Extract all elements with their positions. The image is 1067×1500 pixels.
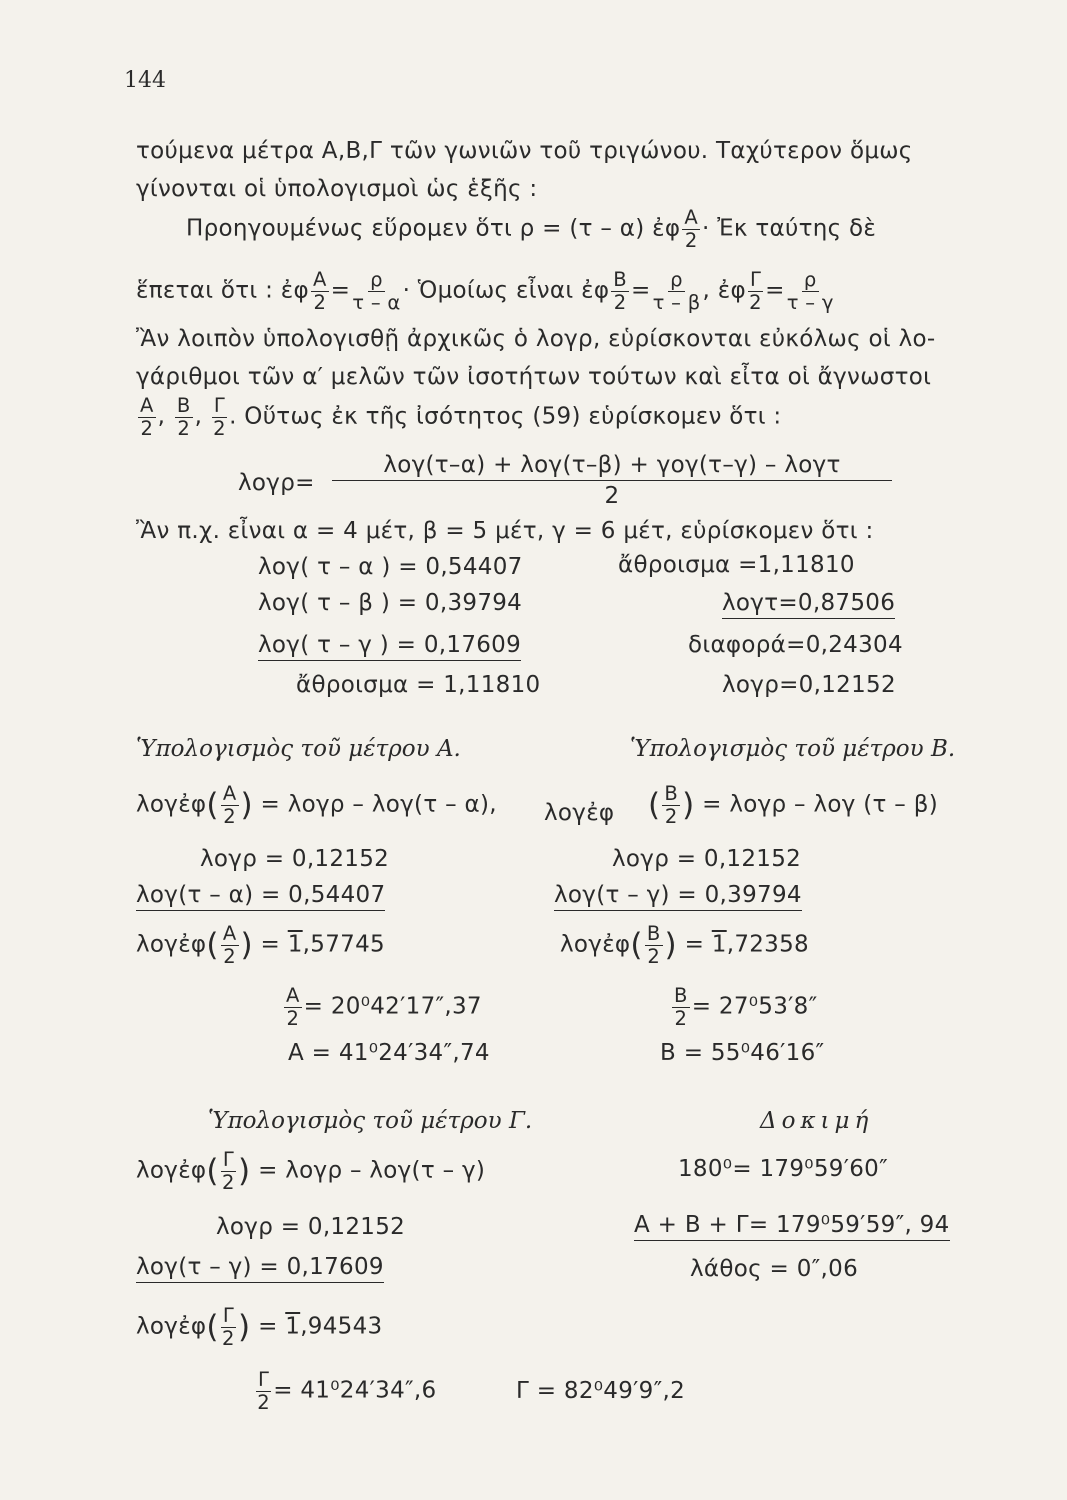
table1-left-3: λογ( τ – γ ) = 0,17609	[258, 632, 521, 661]
check-row-2: Α + Β + Γ= 179⁰59′59″, 94	[634, 1212, 950, 1241]
check-row-1: 180⁰= 179⁰59′60″	[678, 1156, 888, 1182]
heading-A: Ὑπολογισμὸς τοῦ μέτρου Α.	[136, 736, 461, 762]
table1-left-1: λογ( τ – α ) = 0,54407	[258, 554, 523, 580]
check-row-3: λάθος = 0″,06	[690, 1256, 859, 1282]
formula-G: λογἐφ( $\frac{\Gamma}{2}$ ) = λογρ – λογ(τ – γ)	[136, 1148, 486, 1194]
G-row-2: λογ(τ – γ) = 0,17609	[136, 1254, 384, 1283]
table1-right-4: λογρ=0,12152	[722, 672, 896, 698]
formula-numerator: λογ(τ–α) + λογ(τ–β) + γογ(τ–γ) – λογτ	[332, 452, 892, 481]
formula-denominator: 2	[604, 483, 620, 509]
B-half: $\frac{B}{2}$ = 27⁰53′8″	[674, 984, 818, 1030]
text-line-2: γίνονται οἱ ὑπολογισμοὶ ὡς ἑξῆς :	[136, 176, 538, 202]
G-half: $\frac{\Gamma}{2}$ = 41⁰24′34″,6	[257, 1368, 437, 1414]
heading-G: Ὑπολογισμὸς τοῦ μέτρου Γ.	[208, 1108, 533, 1134]
B-row-3: λογἐφ( $\frac{B}{2}$ ) = 1,72358	[560, 922, 809, 968]
table1-right-3: διαφορά=0,24304	[688, 632, 903, 658]
text-line-3: Προηγουμένως εὕρομεν ὅτι ρ = (τ – α) ἐφ $\frac{A}{2}$ · Ἐκ ταύτης δὲ	[186, 206, 877, 252]
B-full: Β = 55⁰46′16″	[660, 1040, 825, 1066]
heading-check: Δοκιμή	[760, 1108, 874, 1134]
G-full: Γ = 82⁰49′9″,2	[516, 1378, 686, 1404]
example-line: Ἂν π.χ. εἶναι α = 4 μέτ, β = 5 μέτ, γ = 6 μέτ, εὑρίσκομεν ὅτι :	[136, 518, 874, 544]
text-line-7: $\frac{A}{2}$ , $\frac{B}{2}$ , $\frac{\Gamma}{2}$ . Οὕτως ἐκ τῆς ἰσότητος (59) εὑρίσκομεν ὅτι :	[140, 394, 782, 440]
formula-B-lhs: λογἐφ	[544, 800, 615, 826]
text-line-6: γάριθμοι τῶν α′ μελῶν τῶν ἰσοτήτων τούτων καὶ εἶτα οἱ ἄγνωστοι	[136, 364, 932, 390]
text-line-5: Ἂν λοιπὸν ὑπολογισθῇ ἀρχικῶς ὁ λογρ, εὑρίσκονται εὐκόλως οἱ λο-	[136, 326, 936, 352]
text-line-1: τούμενα μέτρα Α,Β,Γ τῶν γωνιῶν τοῦ τριγώνου. Ταχύτερον ὅμως	[136, 138, 913, 164]
table1-right-2: λογτ=0,87506	[722, 590, 895, 619]
formula-A: λογἐφ( $\frac{A}{2}$ ) = λογρ – λογ(τ – α),	[136, 782, 497, 828]
B-row-2: λογ(τ – γ) = 0,39794	[554, 882, 802, 911]
G-row-3: λογἐφ( $\frac{\Gamma}{2}$ ) = 1,94543	[136, 1304, 383, 1350]
formula-B: ( $\frac{B}{2}$ ) = λογρ – λογ (τ – β)	[648, 782, 938, 828]
A-row-2: λογ(τ – α) = 0,54407	[136, 882, 385, 911]
formula-fraction	[332, 452, 892, 509]
table1-left-4: ἄθροισμα = 1,11810	[296, 672, 541, 698]
heading-B: Ὑπολογισμὸς τοῦ μέτρου Β.	[630, 736, 956, 762]
page-number: 144	[124, 68, 166, 93]
A-row-1: λογρ = 0,12152	[200, 846, 390, 872]
A-half: $\frac{A}{2}$ = 20⁰42′17″,37	[286, 984, 482, 1030]
text-line-4: ἕπεται ὅτι : ἐφ $\frac{A}{2}$ = $\frac{\rho}{\tau - \alpha}$ · Ὁμοίως εἶναι ἐφ $\frac{B}{2}$ = $\frac{\rho}{\tau - \beta}$ , ἐφ $\frac{\Gamma}{2}$ = $\frac{\rho}{\tau - \gamma}$	[136, 268, 834, 314]
table1-left-2: λογ( τ – β ) = 0,39794	[258, 590, 523, 616]
formula-lhs: λογρ=	[238, 470, 315, 496]
G-row-1: λογρ = 0,12152	[216, 1214, 406, 1240]
B-row-1: λογρ = 0,12152	[612, 846, 802, 872]
A-full: Α = 41⁰24′34″,74	[288, 1040, 490, 1066]
A-row-3: λογἐφ( $\frac{A}{2}$ ) = 1,57745	[136, 922, 385, 968]
table1-right-1: ἄθροισμα =1,11810	[618, 552, 855, 578]
